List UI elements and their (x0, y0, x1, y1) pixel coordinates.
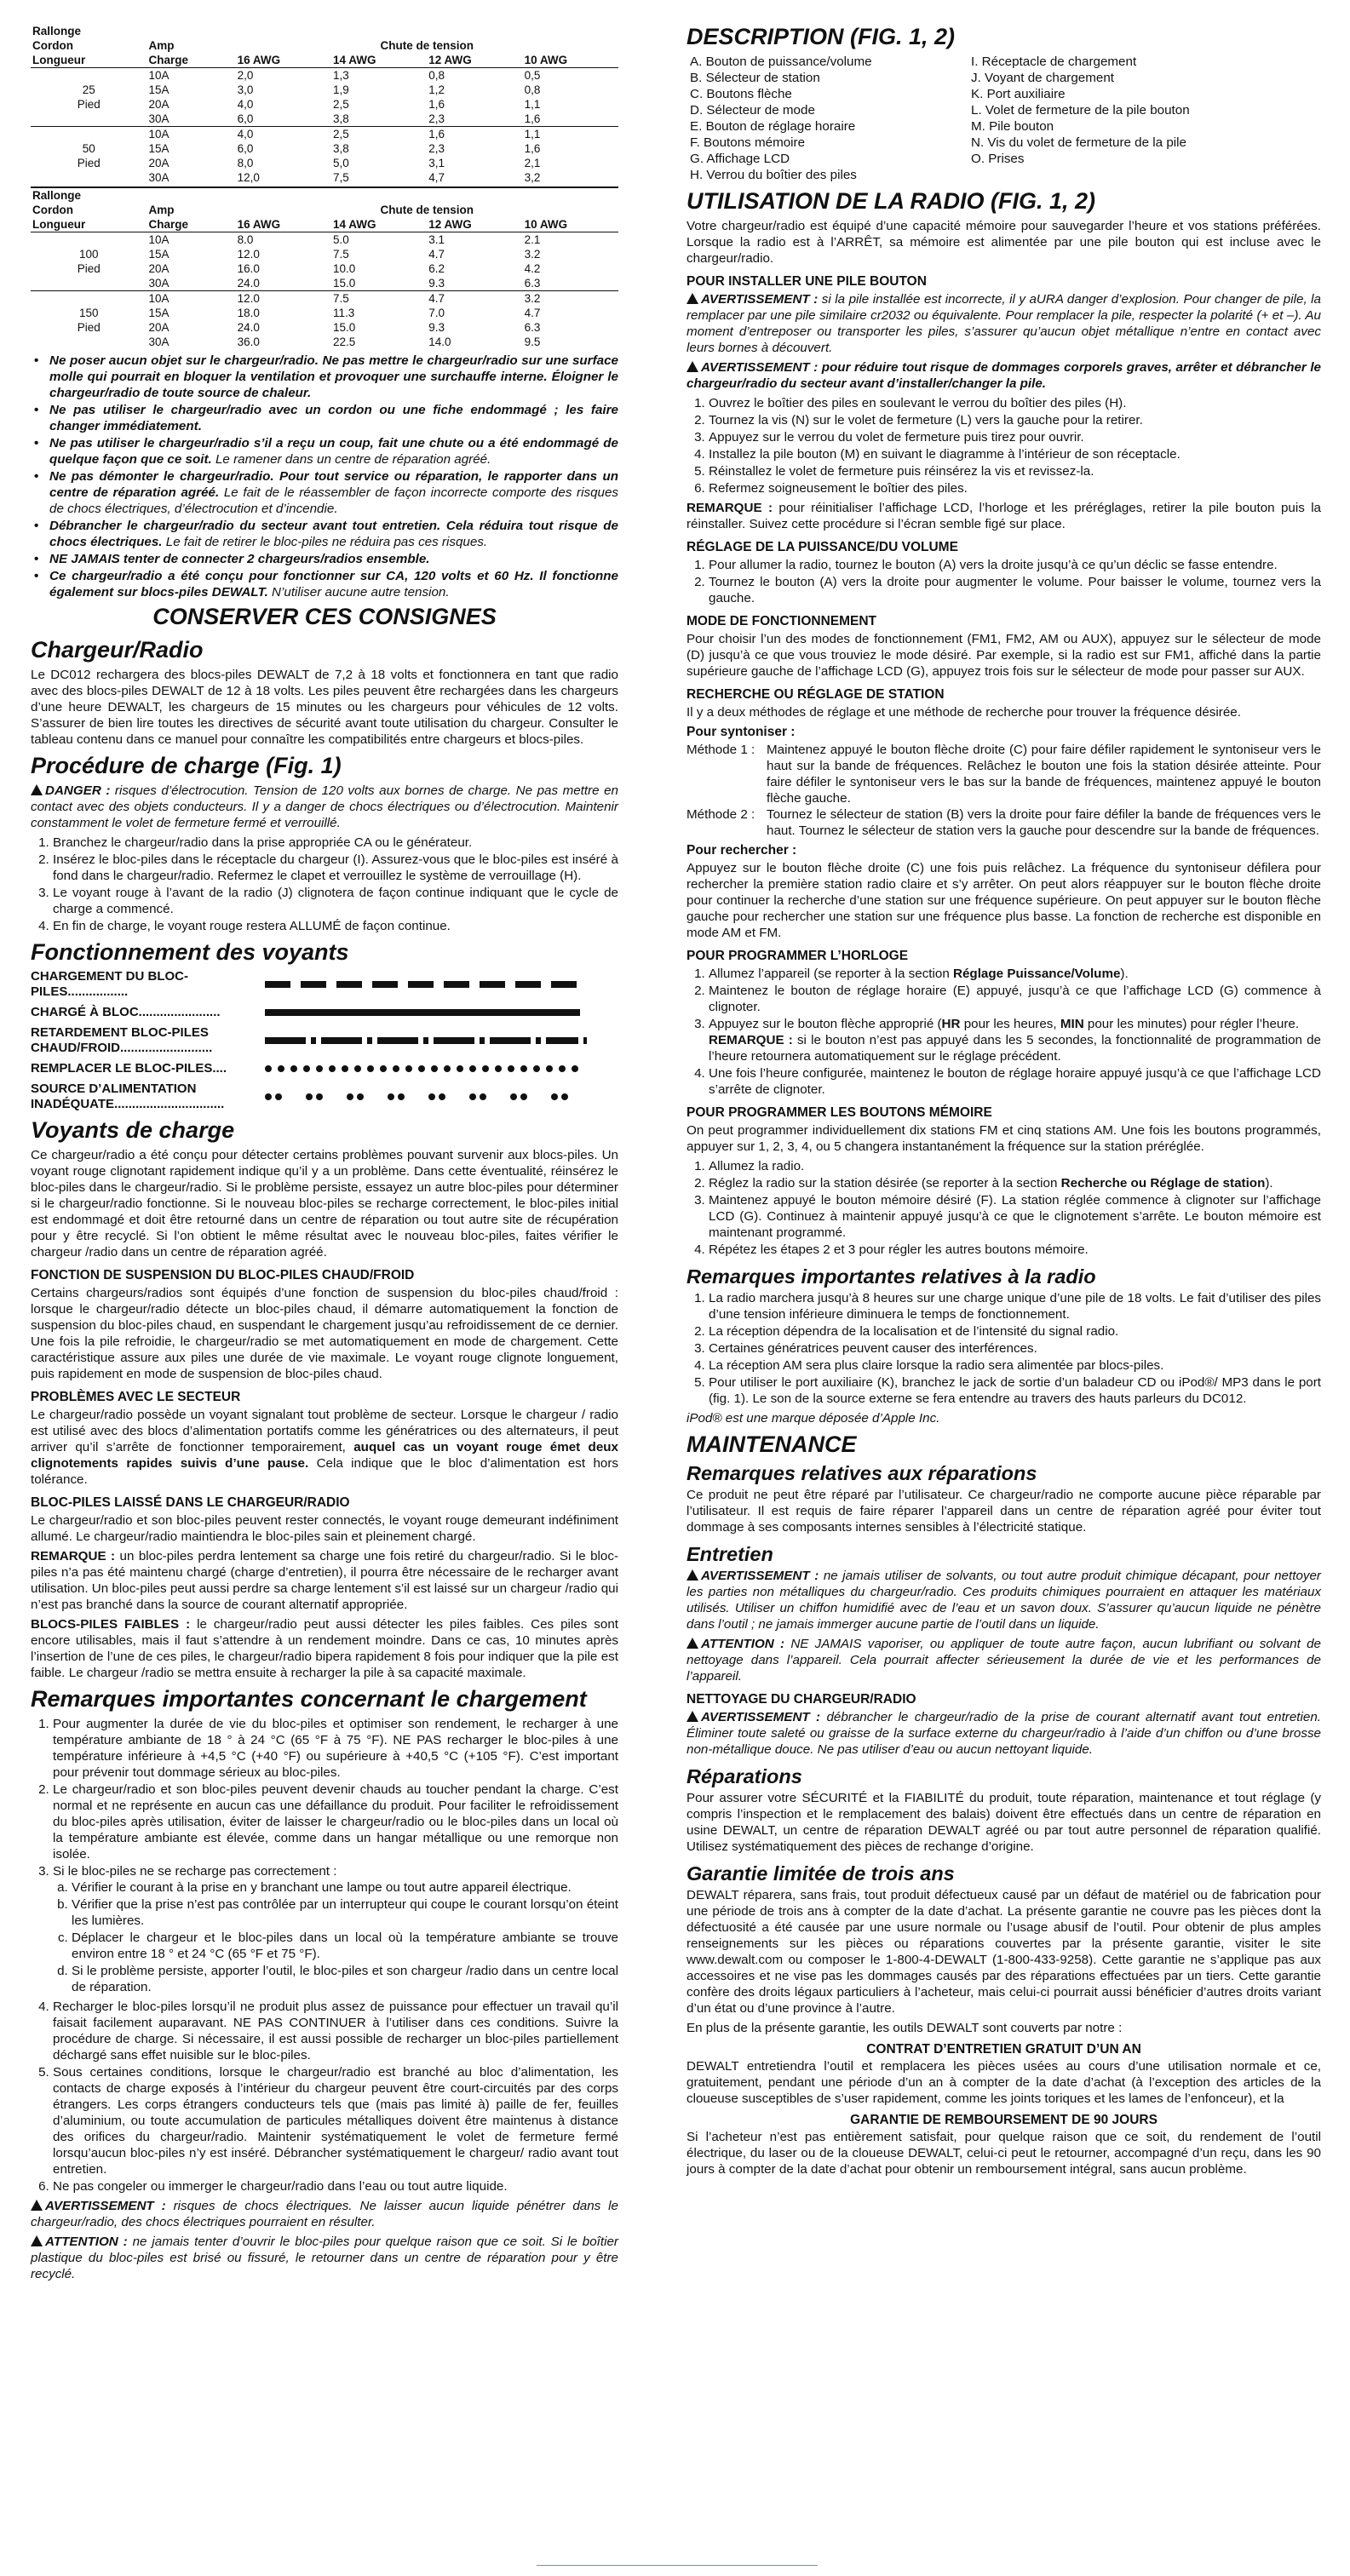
th: Charge (148, 218, 189, 231)
table-cell: 30A (148, 336, 169, 348)
warning-triangle-icon (31, 784, 43, 795)
table-cell: 36.0 (237, 336, 260, 348)
list-item: 3. Le voyant rouge à l’avant de la radio (J) clignotera de façon continue indiquant que le cycle de charge a commencé. (53, 885, 618, 917)
table-cell: 30A (148, 171, 169, 184)
part-item: L. Volet de fermeture de la pile bouton (971, 103, 1190, 118)
th: 16 AWG (237, 218, 281, 231)
procedure-steps (31, 835, 618, 934)
th: 14 AWG (332, 218, 376, 231)
table-cell: 2,5 (332, 128, 349, 141)
table-cell: 0,5 (524, 69, 541, 82)
table-cell: 3,2 (524, 171, 541, 184)
led-pattern-replace-pack (265, 1063, 614, 1075)
table-cell: 14.0 (428, 336, 451, 348)
th: Cordon (32, 204, 73, 216)
table-row (31, 68, 618, 83)
trademark-note: iPod® est une marque déposée d’Apple Inc. (686, 1411, 940, 1426)
table-cell: 12.0 (237, 248, 260, 261)
list-item: 5. Réinstallez le volet de fermeture puis réinsérez la vis et revissez-la. (709, 463, 1321, 479)
table-cell: 1,2 (428, 83, 445, 96)
th: Amp (148, 39, 175, 52)
warning-notice: AVERTISSEMENT : débrancher le chargeur/radio de la prise de courant alternatif avant tout entretien. Éliminer toute saleté ou graisse de la surface externe du chargeur/radio à l’aide d’un chiffon ou d’une brosse non-métallique douce. Ne pas utiliser d’eau ou aucun nettoyant liquide. (686, 1710, 1322, 1757)
paragraph: Le chargeur/radio possède un voyant signalant tout problème de secteur. Lorsque le chargeur / radio est utilisé avec des blocs d’alimentation portatifs comme les génératrices ou des alternateurs, il peut arriver qu’il s’arrête de fonctionner temporairement, auquel cas un voyant rouge émet deux clignotements rapides suivis d’une pause. Cela indique que le bloc d’alimentation est hors tolérance. (31, 1408, 619, 1487)
table-row (31, 112, 618, 127)
table-cell: 8.0 (237, 233, 254, 246)
table-cell: 3,1 (428, 157, 445, 169)
maintenance-heading: MAINTENANCE (686, 1431, 857, 1457)
table-cell: 30A (148, 277, 169, 290)
part-item: J. Voyant de chargement (971, 71, 1115, 85)
list-item: 1. Allumez l’appareil (se reporter à la section Réglage Puissance/Volume). (709, 966, 1321, 982)
table-cell: 2,1 (524, 157, 541, 169)
paragraph: On peut programmer individuellement dix stations FM et cinq stations AM. Une fois les boutons programmés, appuyer sur 1, 2, 3, 4, ou 5 changera instantanément la fréquence sur la station préréglée. (686, 1123, 1321, 1154)
led-row: REMPLACER LE BLOC-PILES.... (31, 1061, 618, 1076)
th: 10 AWG (524, 54, 568, 66)
list-item: 3. Appuyez sur le bouton flèche approprié (HR pour les heures, MIN pour les minutes) pour régler l’heure. REMARQUE : si le bouton n’est pas appuyé dans les 5 secondes, la fonctionnalité de programmation de l’heure retournera automatiquement sur le réglage précédent. (709, 1016, 1321, 1064)
table-cell: 11.3 (332, 307, 355, 319)
table-cell: 5.0 (332, 233, 349, 246)
table-cell: 3,8 (332, 142, 349, 155)
part-item: K. Port auxiliaire (971, 87, 1066, 101)
list-item: 4. Répétez les étapes 2 et 3 pour régler les autres boutons mémoire. (709, 1242, 1321, 1258)
safety-item: • Ne poser aucun objet sur le chargeur/radio. Ne pas mettre le chargeur/radio sur une surface molle qui pourrait en bloquer la ventilation et provoquer une surchauffe interne. Éloigner le chargeur/radio de toute source de chaleur. (49, 353, 618, 401)
table-cell (31, 335, 147, 349)
table-cell: 100 (78, 248, 99, 261)
money-back-heading: GARANTIE DE REMBOURSEMENT DE 90 JOURS (850, 2113, 1158, 2127)
table-cell: 6.3 (524, 321, 541, 334)
list-item: 2. La réception dépendra de la localisation et de l’intensité du signal radio. (709, 1323, 1321, 1340)
table-cell: 2,3 (428, 142, 445, 155)
led-row: RETARDEMENT BLOC-PILES CHAUD/FROID.......................... (31, 1025, 618, 1056)
led-pattern-hot-cold-delay (265, 1035, 614, 1047)
safety-list (31, 353, 618, 600)
subheading: Pour rechercher : (686, 843, 797, 858)
warning-triangle-icon (31, 2235, 43, 2246)
table-group (31, 127, 618, 186)
danger-notice: DANGER : risques d’électrocution. Tension de 120 volts aux bornes de charge. Ne pas mettre en contact avec des objets conducteurs. Il y a danger de chocs électriques ou d’électrocution. Maintenir constamment le volet de fermeture fermé et verrouillé. (31, 783, 619, 830)
safety-item: • Ne pas démonter le chargeur/radio. Pour tout service ou réparation, le rapporter dans un centre de réparation agréé. Le fait de le réassembler de façon incorrecte comporte des risques de chocs électriques, d’électrocution et d’incendie. (49, 468, 618, 517)
caution-notice: ATTENTION : NE JAMAIS vaporiser, ou appliquer de toute autre façon, aucun lubrifiant ou solvant de nettoyage dans l’appareil. Cela pourrait affecter sérieusement la durée de vie et les performances de l’appareil. (686, 1637, 1321, 1684)
charging-notes-list (31, 1716, 618, 2194)
subheading: POUR INSTALLER UNE PILE BOUTON (686, 274, 927, 289)
extension-cord-table-1 (31, 24, 618, 185)
charger-paragraph: Le DC012 rechargera des blocs-piles DEWALT de 7,2 à 18 volts et fonctionnera en tant que radio avec des blocs-piles DEWALT de 12 à 18 volts. Les piles peuvent être rechargées dans les chargeurs d’une heure DEWALT, les chargeurs de 15 minutes ou les chargeurs pour véhicules de 12 volts. S’assurer de bien lire toutes les directives de sécurité avant toute utilisation du chargeur. Consulter le tableau contenu dans ce manuel pour connaître les compatibilités entre chargeurs et blocs-piles. (31, 668, 618, 747)
warning-triangle-icon (686, 1569, 698, 1581)
table-cell: 0,8 (428, 69, 445, 82)
paragraph: REMARQUE : un bloc-piles perdra lentement sa charge une fois retiré du chargeur/radio. Si le bloc-piles n’a pas été maintenu chargé (charge d’entretien), il pourra être nécessaire de le recharger avant utilisation. Un bloc-piles peut aussi perdre sa charge lentement s’il est laissé sur un chargeur /radio qui n’est pas branché dans la source de courant alternatif appropriée. (31, 1549, 618, 1612)
extension-cord-table-2 (31, 186, 618, 349)
table-row (31, 141, 618, 156)
list-item: 1. Branchez le chargeur/radio dans la prise appropriée CA ou le générateur. (53, 835, 618, 851)
charging-notes-heading: Remarques importantes concernant le chargement (31, 1686, 587, 1712)
table-row (31, 261, 618, 276)
table-cell: 15A (148, 248, 169, 261)
table-cell: 22.5 (332, 336, 356, 348)
table-cell: 2,0 (237, 69, 254, 82)
list-item: 3. Si le bloc-piles ne se recharge pas correctement : a. Vérifier le courant à la prise en y branchant une lampe ou tout autre appareil électrique. b. Vérifier que la prise n’est pas contrôlée par un interrupteur qui coupe le courant lorsqu’on éteint les lumières. c. Déplacer le chargeur et le bloc-piles dans un local où la température ambiante se trouve environ entre 18 ° et 24 °C (65 °F et 75 °F). d. Si le problème persiste, apporter l’outil, le bloc-piles et son chargeur /radio dans un centre local de réparation. (53, 1863, 618, 1995)
table-cell: 3,0 (237, 83, 254, 96)
table-cell: 4.2 (524, 262, 541, 275)
table-group (31, 232, 618, 291)
safety-item: • Ne pas utiliser le chargeur/radio s’il a reçu un coup, fait une chute ou a été endommagé de quelque façon que ce soit. Le ramener dans un centre de réparation agréé. (49, 435, 618, 468)
table-cell: 3.2 (524, 248, 541, 261)
table-cell: 9.3 (428, 321, 445, 334)
subheading: BLOC-PILES LAISSÉ DANS LE CHARGEUR/RADIO (31, 1495, 350, 1510)
table-cell: 20A (148, 157, 169, 169)
table-row (31, 127, 618, 142)
table-cell: 12.0 (237, 292, 260, 305)
paragraph: Ce chargeur/radio a été conçu pour détecter certains problèmes pouvant survenir aux blocs-piles. Un voyant rouge clignotant rapidement indique qu’il y a un problème. Dans cette éventualité, réinsérez le bloc-piles dans le chargeur/radio. Si le problème persiste, essayez un autre bloc-piles pour déterminer si le chargeur/radio fonctionne. Si le nouveau bloc-piles se recharge correctement, le bloc-piles initial est endommagé et doit être retourné dans un centre de réparation ou tout autre site de récupération pour y être recyclé. Si l’on obtient le même résultat avec le nouveau bloc-piles, faites vérifier le chargeur /radio dans un centre de réparation agréé. (31, 1148, 618, 1259)
table-cell: 9.5 (524, 336, 541, 348)
warning-notice: AVERTISSEMENT : pour réduire tout risque de dommages corporels graves, arrêter et débrancher le chargeur/radio du secteur avant d’installer/changer la pile. (686, 360, 1321, 391)
table-cell: Pied (77, 321, 101, 334)
list-item: 2. Le chargeur/radio et son bloc-piles peuvent devenir chauds au toucher pendant la charge. C’est normal et ne représente en aucun cas une défaillance du produit. Pour faciliter le refroidissement du bloc-piles après utilisation, éviter de laisser le chargeur/radio ou le bloc-piles dans un local où la température ambiante est élevée, comme dans un hangar métallique ou une remorque non isolée. (53, 1781, 618, 1862)
charge-indicators-heading: Voyants de charge (31, 1117, 235, 1143)
upkeep-heading: Entretien (686, 1543, 773, 1565)
table-cell: 7,5 (332, 171, 349, 184)
led-pattern-charging (265, 978, 614, 990)
repairs-heading: Réparations (686, 1765, 802, 1787)
table-group (31, 291, 618, 350)
list-item: 2. Tournez le bouton (A) vers la droite pour augmenter le volume. Pour baisser le volume, tournez vers la gauche. (709, 574, 1321, 606)
method-label: Méthode 2 : (686, 807, 755, 822)
table-group (31, 68, 618, 127)
subheading: FONCTION DE SUSPENSION DU BLOC-PILES CHAUD/FROID (31, 1268, 415, 1282)
list-item: 2. Réglez la radio sur la station désirée (se reporter à la section Recherche ou Réglage de station). (709, 1175, 1321, 1191)
table-row (31, 83, 618, 97)
table-row (31, 276, 618, 291)
table-cell: 4.7 (524, 307, 541, 319)
safety-item: • Ne pas utiliser le chargeur/radio avec un cordon ou une fiche endommagé ; les faire changer immédiatement. (49, 402, 618, 434)
part-item: O. Prises (971, 152, 1025, 166)
list-item: c. Déplacer le chargeur et le bloc-piles dans un local où la température ambiante se trouve environ entre 18 ° et 24 °C (65 °F et 75 °F). (72, 1930, 618, 1962)
warning-triangle-icon (686, 361, 698, 372)
list-item: 4. En fin de charge, le voyant rouge restera ALLUMÉ de façon continue. (53, 918, 618, 934)
list-item: b. Vérifier que la prise n’est pas contrôlée par un interrupteur qui coupe le courant lorsqu’on éteint les lumières. (72, 1896, 618, 1929)
table-cell (31, 112, 147, 127)
table-row (31, 247, 618, 261)
table-cell: 0,8 (524, 83, 541, 96)
method-text: Tournez le sélecteur de station (B) vers la droite pour faire défiler la bande de fréquences vers le haut. Tournez le sélecteur de station vers la gauche pour descendre sur la bande de fréquences. (767, 807, 1321, 838)
table-cell: 1,9 (332, 83, 349, 96)
subheading: RECHERCHE OU RÉGLAGE DE STATION (686, 687, 945, 702)
paragraph: DEWALT réparera, sans frais, tout produit défectueux causé par un défaut de matériel ou de fabrication pour une période de trois ans à compter de la date d’achat. La présente garantie ne couvre pas les pièces dont la défectuosité a été causée par une usure normale ou l’usage abusif de l’outil. Pour obtenir de plus amples renseignements sur les pièces ou réparations couvertes par la présente garantie, visiter le site www.dewalt.com ou composer le 1-800-4-DEWALT (1-800-433-9258). Cette garantie ne s’applique pas aux accessoires et ne vise pas les dommages causés par des réparations effectuées par un tiers. Cette garantie confère des droits légaux particuliers à l’acheteur, mais celui-ci pourrait aussi bénéficier d’autres droits variant d’un état ou d’une province à l’autre. (686, 1888, 1321, 2016)
charger-heading: Chargeur/Radio (31, 637, 204, 663)
table-cell: 10A (148, 292, 169, 305)
table-cell: 25 (82, 83, 95, 96)
list-item: 5. Sous certaines conditions, lorsque le chargeur/radio est branché au bloc d’alimentation, les contacts de charge exposés à l’intérieur du chargeur peuvent être court-circuités par des corps étrangers. Les corps étrangers conducteurs tels que (mais pas limité à) paille de fer, feuilles d’aluminium, ou toute accumulation de particules métalliques doivent être maintenus à distance des orifices du chargeur/radio. Maintenir systématiquement le volet de fermeture fermé lorsqu’aucun bloc-piles n’y est inséré. Débrancher systématiquement le chargeur/ radio avant tout entretien. (53, 2064, 618, 2177)
led-pattern-bad-power (265, 1091, 614, 1103)
table-row (31, 232, 618, 248)
part-item: F. Boutons mémoire (690, 135, 806, 150)
radio-notes-heading: Remarques importantes relatives à la radio (686, 1265, 1096, 1288)
warning-triangle-icon (31, 2200, 43, 2211)
part-item: G. Affichage LCD (690, 152, 790, 166)
service-contract-heading: CONTRAT D’ENTRETIEN GRATUIT D’UN AN (866, 2042, 1141, 2057)
paragraph: Pour assurer votre SÉCURITÉ et la FIABILITÉ du produit, toute réparation, maintenance et tout réglage (y compris l’inspection et le remplacement des balais) doivent être effectués dans un centre de réparation en usine DEWALT, un centre de réparation DEWALT agréé ou par tout autre personnel de réparation qualifié. Utilisez systématiquement des pièces de rechange d’origine. (686, 1791, 1321, 1854)
subheading: NETTOYAGE DU CHARGEUR/RADIO (686, 1692, 916, 1707)
table-cell: 15A (148, 142, 169, 155)
table-cell: 10A (148, 128, 169, 141)
parts-list (686, 54, 1321, 183)
table-cell: Pied (77, 262, 101, 275)
warning-triangle-icon (686, 293, 698, 304)
th: Longueur (32, 54, 86, 66)
table-cell: 1,6 (428, 98, 445, 111)
warning-notice: AVERTISSEMENT : risques de chocs électriques. Ne laisser aucun liquide pénétrer dans le chargeur/radio, des chocs électriques pourraient en résulter. (31, 2199, 618, 2229)
paragraph: REMARQUE : pour réinitialiser l’affichage LCD, l’horloge et les préréglages, retirer la pile bouton puis la réinstaller. Suivez cette procédure si l’écran semble figé sur place. (686, 501, 1322, 531)
th: Amp (148, 204, 175, 216)
th: Rallonge (32, 25, 82, 37)
th: 12 AWG (428, 218, 472, 231)
paragraph: DEWALT entretiendra l’outil et remplacera les pièces usées au cours d’une utilisation normale et ce, gratuitement, pendant une période d’un an à compter de la date d’achat (à l’exception des articles de la cloueuse susceptibles de s’user rapidement, comme les joints toriques et les lames de l’enfonceur), et la (686, 2059, 1321, 2106)
table-cell: 6.2 (428, 262, 445, 275)
table-cell: 1,6 (524, 112, 541, 125)
table-cell: 24.0 (237, 321, 260, 334)
subheading: POUR PROGRAMMER LES BOUTONS MÉMOIRE (686, 1105, 992, 1120)
table-cell: 10A (148, 69, 169, 82)
table-cell: 1,6 (524, 142, 541, 155)
part-item: C. Boutons flèche (690, 87, 792, 101)
part-item: H. Verrou du boîtier des piles (690, 168, 857, 182)
table-cell: 4,0 (237, 98, 254, 111)
table-cell (31, 170, 147, 185)
safety-item: • NE JAMAIS tenter de connecter 2 chargeurs/radios ensemble. (49, 551, 618, 567)
list-item: 6. Refermez soigneusement le boîtier des piles. (709, 480, 1321, 496)
radio-notes-list (686, 1290, 1321, 1407)
list-item: 3. Certaines génératrices peuvent causer des interférences. (709, 1340, 1321, 1357)
part-item: A. Bouton de puissance/volume (690, 55, 872, 69)
paragraph: En plus de la présente garantie, les outils DEWALT sont couverts par notre : (686, 2021, 1123, 2035)
right-column (686, 24, 1321, 2181)
caution-notice: ATTENTION : ne jamais tenter d’ouvrir le bloc-piles pour quelque raison que ce soit. Si le boîtier plastique du bloc-piles est brisé ou fissuré, le retourner dans un centre de réparation pour y être recyclé. (31, 2235, 618, 2281)
table-row (31, 97, 618, 112)
volume-steps (686, 557, 1321, 606)
table-cell: 30A (148, 112, 169, 125)
list-item: 6. Ne pas congeler ou immerger le chargeur/radio dans l’eau ou tout autre liquide. (53, 2178, 618, 2194)
table-row (31, 306, 618, 320)
th: 14 AWG (332, 54, 376, 66)
part-item: M. Pile bouton (971, 119, 1054, 134)
list-item: d. Si le problème persiste, apporter l’outil, le bloc-piles et son chargeur /radio dans un centre local de réparation. (72, 1963, 618, 1995)
table-cell: 2,3 (428, 112, 445, 125)
table-cell: 3.2 (524, 292, 541, 305)
subheading: MODE DE FONCTIONNEMENT (686, 614, 877, 628)
table-cell: 15.0 (332, 277, 356, 290)
paragraph: Ce produit ne peut être réparé par l’utilisateur. Ce chargeur/radio ne comporte aucune pièce réparable par l’utilisateur. Il est requis de faire réparer l’appareil dans un centre de réparation agréé pour éviter tout dommage à ses composants internes sensibles à l’électricité statique. (686, 1488, 1321, 1535)
th: Chute de tension (380, 204, 474, 216)
description-heading: DESCRIPTION (FIG. 1, 2) (686, 24, 956, 49)
led-operation-heading: Fonctionnement des voyants (31, 939, 349, 965)
th: Cordon (32, 39, 73, 52)
list-item: 2. Maintenez le bouton de réglage horaire (E) appuyé, jusqu’à ce que l’affichage LCD (G) commence à clignoter. (709, 983, 1321, 1015)
table-row (31, 335, 618, 349)
left-column (31, 24, 618, 2286)
table-cell: 10.0 (332, 262, 356, 275)
list-item: 1. La radio marchera jusqu’à 8 heures sur une charge unique d’une pile de 18 volts. Le fait d’utiliser des piles d’une tension inférieure diminuera le temps de fonctionnement. (709, 1290, 1321, 1322)
table-cell: 7.5 (332, 248, 349, 261)
table-cell: 9.3 (428, 277, 445, 290)
list-item: 1. Pour augmenter la durée de vie du bloc-piles et optimiser son rendement, le recharger à une température ambiante de 18 ° à 24 °C (65 °F à 75 °F). NE PAS recharger le bloc-piles à une température inférieure à +4,5 °C (+40 °F) ou supérieure à +40,5 °C (+105 °F). C’est important pour prévenir tout dommage sérieux au bloc-piles. (53, 1716, 618, 1781)
table-cell: 12,0 (237, 171, 260, 184)
table-cell: 10A (148, 233, 169, 246)
th: 10 AWG (524, 218, 568, 231)
table-cell (31, 232, 147, 248)
warning-triangle-icon (686, 1638, 698, 1649)
table-cell: 7.0 (428, 307, 445, 319)
warranty-heading: Garantie limitée de trois ans (686, 1862, 955, 1885)
part-item: I. Réceptacle de chargement (971, 55, 1137, 69)
led-table (31, 969, 618, 1112)
table-cell: 6.3 (524, 277, 541, 290)
led-row: CHARGEMENT DU BLOC-PILES................. (31, 969, 618, 1000)
list-item: 5. Pour utiliser le port auxiliaire (K), branchez le jack de sortie d’un baladeur CD ou iPod®/ MP3 dans le port (fig. 1). Le son de la source externe se fera entendre au travers des hauts parleurs du DC012. (709, 1374, 1321, 1407)
table-cell: 15A (148, 83, 169, 96)
part-item: E. Bouton de réglage horaire (690, 119, 856, 134)
table-cell: 7.5 (332, 292, 349, 305)
table-cell (31, 127, 147, 142)
subheading: RÉGLAGE DE LA PUISSANCE/DU VOLUME (686, 540, 958, 554)
table-cell: 3.1 (428, 233, 445, 246)
list-item: 2. Insérez le bloc-piles dans le réceptacle du chargeur (I). Assurez-vous que le bloc-piles est inséré à fond dans le chargeur/radio. Refermez le clapet et verrouillez le système de verrouillage (H). (53, 852, 618, 884)
memory-steps (686, 1158, 1321, 1258)
table-cell: 3,8 (332, 112, 349, 125)
part-item: B. Sélecteur de station (690, 71, 820, 85)
table-cell: 6,0 (237, 142, 254, 155)
table-cell: 1,6 (428, 128, 445, 141)
table-cell: 15A (148, 307, 169, 319)
th: Charge (148, 54, 189, 66)
safety-item: • Débrancher le chargeur/radio du secteur avant tout entretien. Cela réduira tout risque de chocs électriques. Le fait de retirer le bloc-piles ne réduira pas ces risques. (49, 518, 618, 550)
th: Chute de tension (380, 39, 474, 52)
table-cell: 2,5 (332, 98, 349, 111)
paragraph: Appuyez sur le bouton flèche droite (C) une fois puis relâchez. La fréquence du syntoniseur défilera pour rechercher la première station radio claire et s’y arrêter. On peut alors réappuyer sur le bouton flèche droite pour continuer la recherche d’une station sur une fréquence supérieure. On peut appuyer sur le bouton flèche gauche pour rechercher une station sur une fréquence plus basse. La fonction de recherche est disponible en mode AM et FM. (686, 861, 1321, 940)
subheading: Pour syntoniser : (686, 725, 796, 739)
list-item: 3. Maintenez appuyé le bouton mémoire désiré (F). La station réglée commence à clignoter sur l’affichage LCD (G). Continuez à maintenir appuyé jusqu’à ce que le clignotement s’arrête. Le bouton mémoire est maintenant programmé. (709, 1192, 1321, 1241)
table-row (31, 291, 618, 307)
table-cell: 24.0 (237, 277, 260, 290)
table-row (31, 156, 618, 170)
paragraph: Certains chargeurs/radios sont équipés d’une fonction de suspension du bloc-piles chaud/froid : lorsque le chargeur/radio détecte un bloc-piles chaud, il démarre automatiquement la fonction de suspension du bloc-piles chaud, en suspendant le chargement jusqu’au refroidissement de ce dernier. Une fois la pile refroidie, le chargeur/radio se met automatiquement en mode de chargement. Cette caractéristique assure aux piles une durée de vie maximale. Le voyant rouge clignote longuement, puis rapidement en mode de suspension de bloc-piles chaud. (31, 1286, 618, 1381)
warning-notice: AVERTISSEMENT : ne jamais utiliser de solvants, ou tout autre produit chimique décapant, pour nettoyer les parties non métalliques du chargeur/radio. Ces produits chimiques pourraient en attaquer les matériaux utilisés. Utiliser un chiffon humidifié avec de l’eau et un savon doux. S’assurer qu’aucun liquide ne pénètre dans l’outil ; ne jamais immerger aucune partie de l’outil dans un liquide. (686, 1569, 1321, 1632)
led-row: SOURCE D’ALIMENTATION INADÉQUATE............................... (31, 1081, 618, 1112)
table-cell: 20A (148, 262, 169, 275)
led-row: CHARGÉ À BLOC....................... (31, 1005, 618, 1020)
table-cell: 150 (78, 307, 99, 319)
list-item: 2. Tournez la vis (N) sur le volet de fermeture (L) vers la gauche pour la retirer. (709, 412, 1321, 428)
paragraph: Votre chargeur/radio est équipé d’une capacité mémoire pour sauvegarder l’heure et vos stations préférées. Lorsque la radio est à l’ARRÊT, sa mémoire est alimentée par une pile bouton qui est incluse avec le chargeur/radio. (686, 219, 1321, 266)
led-pattern-charged (265, 1007, 614, 1018)
table-cell: 4.7 (428, 248, 445, 261)
table-cell: 4,0 (237, 128, 254, 141)
paragraph: BLOCS-PILES FAIBLES : le chargeur/radio peut aussi détecter les piles faibles. Ces piles sont encore utilisables, mais il faut s’attendre à un rendement moindre. Dans ce cas, 10 minutes après l’insertion de l’une de ces piles, le chargeur/radio bipera rapidement 8 fois pour indiquer que la pile est faible. Le chargeur /radio se mettra ensuite à recharger la pile à sa capacité maximale. (31, 1617, 618, 1680)
table-cell: 16.0 (237, 262, 260, 275)
repair-notes-heading: Remarques relatives aux réparations (686, 1462, 1037, 1484)
list-item: 1. Ouvrez le boîtier des piles en soulevant le verrou du boîtier des piles (H). (709, 395, 1321, 411)
part-item: N. Vis du volet de fermeture de la pile (971, 135, 1186, 150)
list-item: 1. Allumez la radio. (709, 1158, 1321, 1174)
list-item: 4. Une fois l’heure configurée, maintenez le bouton de réglage horaire appuyé jusqu’à ce que l’affichage LCD s’arrête de clignoter. (709, 1065, 1321, 1098)
table-cell: 4.7 (428, 292, 445, 305)
list-item: 4. Recharger le bloc-piles lorsqu’il ne produit plus assez de puissance pour effectuer un travail qu’il faisait facilement auparavant. NE PAS CONTINUER à l’utiliser dans ces conditions. Suivre la procédure de charge. Si nécessaire, il est aussi possible de recharger un bloc-piles partiellement déchargé sans effet nuisible sur le bloc-piles. (53, 1999, 618, 2063)
paragraph: Si l’acheteur n’est pas entièrement satisfait, pour quelque raison que ce soit, du rendement de l’outil électrique, du laser ou de la cloueuse DEWALT, celui-ci peut le retourner, accompagné d’un reçu, dans les 90 jours à compter de la date d’achat pour obtenir un remboursement intégral, sans aucun problème. (686, 2130, 1321, 2177)
tuning-methods (686, 742, 1321, 839)
list-item: 3. Appuyez sur le verrou du volet de fermeture puis tirez pour ouvrir. (709, 429, 1321, 445)
save-instructions-heading: CONSERVER CES CONSIGNES (152, 604, 497, 629)
table-cell: 18.0 (237, 307, 260, 319)
table-cell: 15.0 (332, 321, 356, 334)
part-item: D. Sélecteur de mode (690, 103, 815, 118)
part-item (971, 167, 1312, 183)
clock-steps (686, 966, 1321, 1098)
table-cell: 20A (148, 321, 169, 334)
list-item: 4. La réception AM sera plus claire lorsque la radio sera alimentée par blocs-piles. (709, 1357, 1321, 1374)
table-cell: Pied (77, 157, 101, 169)
coin-battery-steps (686, 395, 1321, 496)
table-cell: 8,0 (237, 157, 254, 169)
method-text: Maintenez appuyé le bouton flèche droite (C) pour faire défiler rapidement le syntoniseur vers le haut sur la bande de fréquences. Relâchez le bouton une fois la station désirée atteinte. Pour faire défiler le syntoniseur vers le bas sur la bande de fréquences, maintenez appuyé le bouton flèche gauche. (767, 743, 1321, 806)
table-cell: Pied (77, 98, 101, 111)
th: 16 AWG (237, 54, 281, 66)
table-cell: 4,7 (428, 171, 445, 184)
table-cell (31, 291, 147, 307)
table-cell: 50 (82, 142, 95, 155)
table-cell: 6,0 (237, 112, 254, 125)
radio-use-heading: UTILISATION DE LA RADIO (FIG. 1, 2) (686, 188, 1096, 214)
th: Rallonge (32, 189, 82, 202)
table-row (31, 170, 618, 185)
safety-item: • Ce chargeur/radio a été conçu pour fonctionner sur CA, 120 volts et 60 Hz. Il fonctionne également sur blocs-piles DEWALT. N’utiliser aucune autre tension. (49, 568, 618, 600)
paragraph: Pour choisir l’un des modes de fonctionnement (FM1, FM2, AM ou AUX), appuyez sur le sélecteur de mode (D) jusqu’à ce que vous trouviez le mode désiré. Par exemple, si la radio est sur FM1, affiché dans la partie supérieure gauche de l’affichage LCD (G), appuyez trois fois sur le sélecteur de mode pour passer sur AUX. (686, 632, 1321, 679)
table-cell (31, 276, 147, 291)
paragraph: Il y a deux méthodes de réglage et une méthode de recherche pour trouver la fréquence désirée. (686, 705, 1241, 720)
charge-procedure-heading: Procédure de charge (Fig. 1) (31, 753, 342, 778)
table-cell: 1,1 (524, 98, 541, 111)
paragraph: Le chargeur/radio et son bloc-piles peuvent rester connectés, le voyant rouge demeurant indéfiniment allumé. Le chargeur/radio maintiendra le bloc-piles sain et pleinement chargé. (31, 1513, 618, 1544)
table-cell: 5,0 (332, 157, 349, 169)
table-cell: 1,3 (332, 69, 349, 82)
list-item: 1. Pour allumer la radio, tournez le bouton (A) vers la droite jusqu’à ce qu’un déclic se fasse entendre. (709, 557, 1321, 573)
method-label: Méthode 1 : (686, 743, 755, 757)
th: Longueur (32, 218, 86, 231)
table-cell: 1,1 (524, 128, 541, 141)
table-row (31, 320, 618, 335)
subheading: PROBLÈMES AVEC LE SECTEUR (31, 1390, 241, 1404)
subheading: POUR PROGRAMMER L’HORLOGE (686, 949, 909, 963)
table-cell: 20A (148, 98, 169, 111)
list-item: 4. Installez la pile bouton (M) en suivant le diagramme à l’intérieur de son réceptacle. (709, 446, 1321, 462)
th: 12 AWG (428, 54, 472, 66)
table-cell: 2.1 (524, 233, 541, 246)
warning-triangle-icon (686, 1711, 698, 1722)
list-item: a. Vérifier le courant à la prise en y branchant une lampe ou tout autre appareil électrique. (72, 1879, 618, 1896)
warning-notice: AVERTISSEMENT : si la pile installée est incorrecte, il y aURA danger d’explosion. Pour changer de pile, la remplacer par une pile similaire cr2032 ou équivalente. Pour remplacer la pile, respecter la polarité (+ et –). Au moment d’entreposer ou transporter les piles, s’assurer qu’aucun objet métallique n’entre en contact avec leurs bornes à découvert. (686, 292, 1321, 355)
page-footer-rule (537, 2565, 818, 2566)
table-cell (31, 68, 147, 83)
